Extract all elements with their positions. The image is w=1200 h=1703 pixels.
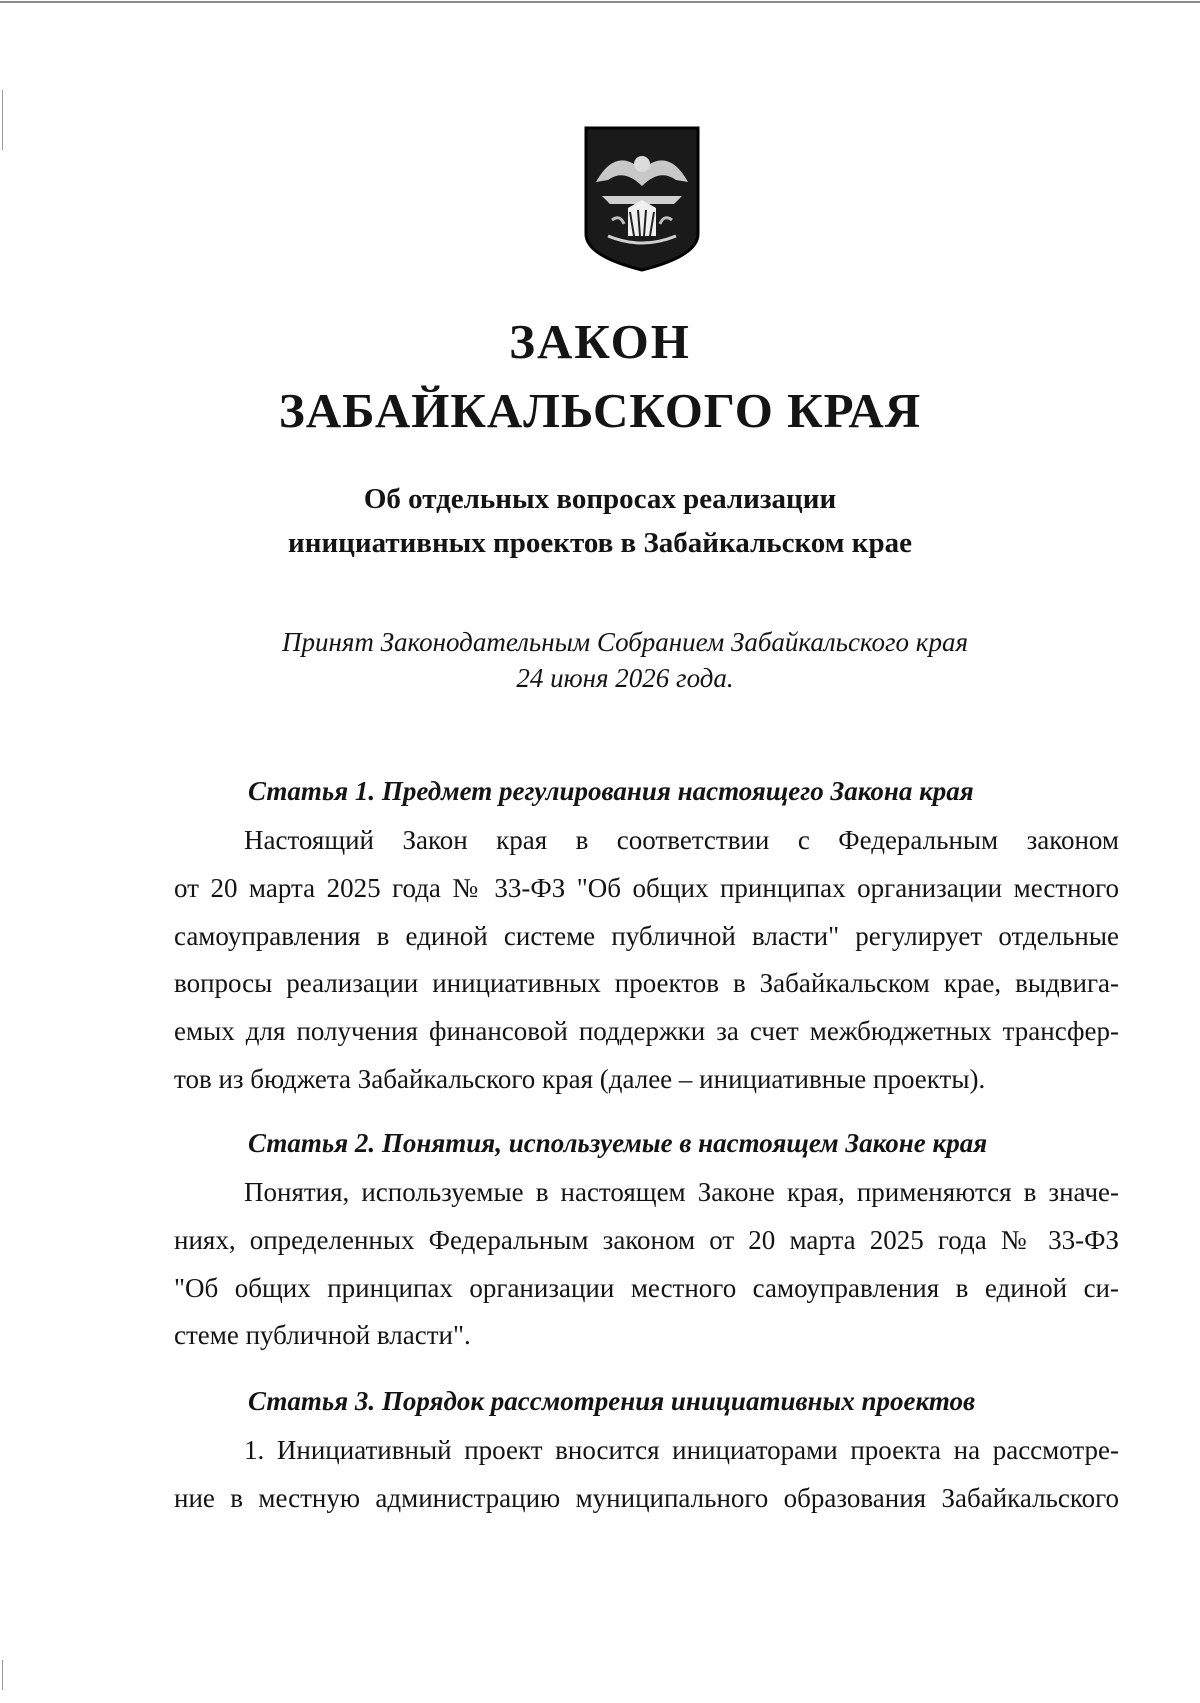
adoption-note-line: Принят Законодательным Собранием Забайкальского края xyxy=(281,627,968,657)
scan-top-border xyxy=(0,1,1200,3)
text-line: тов из бюджета Забайкальского края (далее – инициативные проекты). xyxy=(174,1063,986,1094)
law-title: ЗАКОН xyxy=(509,314,691,369)
article-heading: Статья 1. Предмет регулирования настоящего Закона края xyxy=(248,776,974,806)
text-line: ние в местную администрацию муниципального образования Забайкальского xyxy=(174,1482,1119,1513)
scan-edge-mark xyxy=(2,1660,3,1690)
text-line: вопросы реализации инициативных проектов в Забайкальском крае, выдвига- xyxy=(174,968,1119,999)
text-line: емых для получения финансовой поддержки за счет межбюджетных трансфер- xyxy=(174,1016,1119,1047)
adoption-date: 24 июня 2026 года. xyxy=(516,663,734,693)
article-body xyxy=(174,1169,1119,1360)
scan-edge-mark xyxy=(2,90,3,150)
law-subject xyxy=(0,477,1200,565)
article-body xyxy=(174,817,1119,1104)
text-line: ниях, определенных Федеральным законом от 20 марта 2025 года № 33-ФЗ xyxy=(174,1224,1119,1255)
article-heading: Статья 2. Понятия, используемые в настоящем Законе края xyxy=(248,1128,988,1158)
text-line: 1. Инициативный проект вносится инициаторами проекта на рассмотре- xyxy=(244,1435,1119,1465)
article-heading: Статья 3. Порядок рассмотрения инициативных проектов xyxy=(248,1386,976,1416)
adoption-note xyxy=(0,624,1200,696)
law-region: ЗАБАЙКАЛЬСКОГО КРАЯ xyxy=(278,383,922,438)
text-line: стеме публичной власти". xyxy=(174,1320,471,1351)
law-subject-line: инициативных проектов в Забайкальском крае xyxy=(288,527,912,559)
coat-of-arms-icon xyxy=(582,124,702,274)
text-line: самоуправления в единой системе публичной власти" регулирует отдельные xyxy=(174,920,1119,951)
text-line: от 20 марта 2025 года № 33-ФЗ "Об общих принципах организации местного xyxy=(174,872,1119,903)
law-subject-line: Об отдельных вопросах реализации xyxy=(363,483,837,515)
text-line: "Об общих принципах организации местного самоуправления в единой си- xyxy=(174,1272,1119,1303)
article-body xyxy=(174,1427,1119,1523)
text-line: Настоящий Закон края в соответствии с Федеральным законом xyxy=(244,825,1119,855)
text-line: Понятия, используемые в настоящем Законе края, применяются в значе- xyxy=(244,1177,1119,1207)
